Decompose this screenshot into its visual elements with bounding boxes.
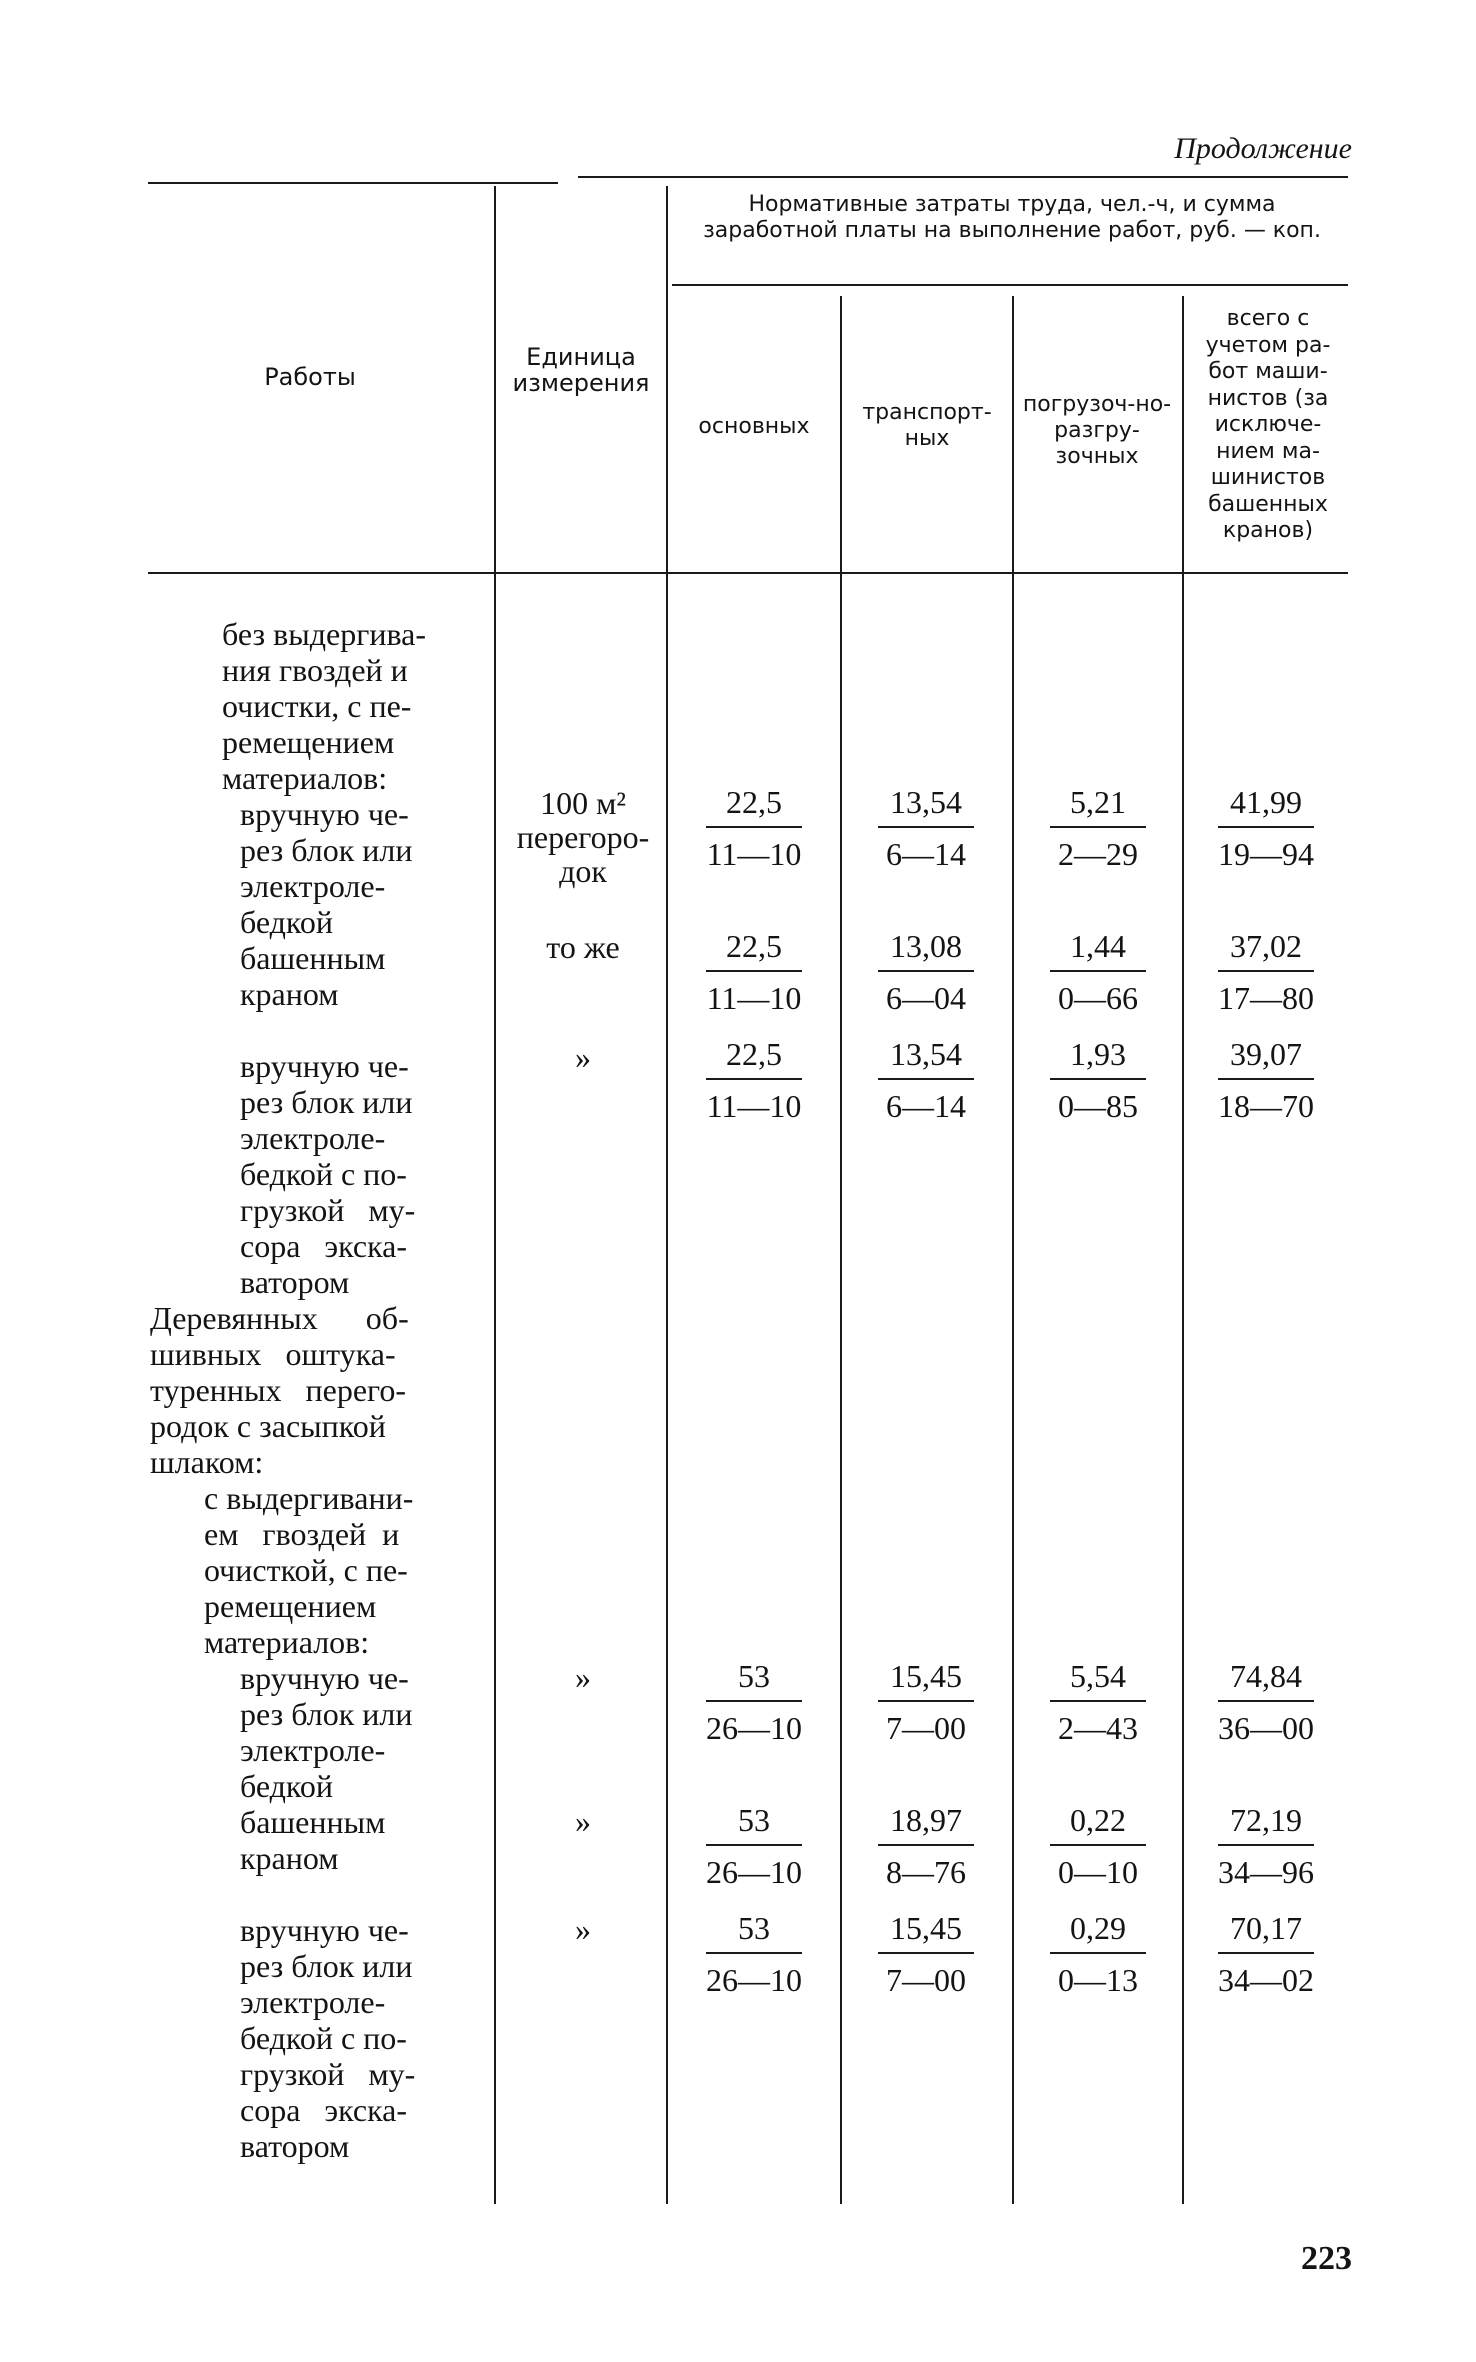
- row-1-main-hours: 22,5: [726, 784, 782, 820]
- row-1-total-pay: 19—94: [1218, 836, 1314, 872]
- row-1-total-hours: 41,99: [1230, 784, 1302, 820]
- header-works: Работы: [264, 363, 356, 391]
- work-text-block-3: вручную че- рез блок или электроле- бедкой с по- грузкой му- сора экска- ватором: [240, 1048, 416, 1300]
- row-4-main-hours: 53: [738, 1658, 770, 1694]
- row-3-loading-hours: 1,93: [1070, 1036, 1126, 1072]
- row-2-total-hours: 37,02: [1230, 928, 1302, 964]
- unit-row-6: »: [575, 1911, 591, 1947]
- header-group-rule: [672, 284, 1348, 286]
- table-top-rule-left: [148, 182, 558, 184]
- divider-loading-total: [1182, 296, 1184, 2204]
- row-4-transport-hours: 15,45: [890, 1658, 962, 1694]
- divider-unit-main: [666, 186, 668, 2204]
- unit-row-4: »: [575, 1659, 591, 1695]
- row-2-main-pay: 11—10: [706, 980, 802, 1016]
- divider-main-transport: [840, 296, 842, 2204]
- row-6-loading-pay: 0—13: [1058, 1962, 1138, 1998]
- page-number: 223: [1301, 2240, 1352, 2277]
- work-text-block-2: вручную че- рез блок или электроле- бедкой башенным краном: [240, 796, 413, 1012]
- row-5-total-hours: 72,19: [1230, 1802, 1302, 1838]
- row-5-loading-pay: 0—10: [1058, 1854, 1138, 1890]
- work-text-block-4: Деревянных об- шивных оштука- туренных перего- родок с засыпкой шлаком:: [150, 1300, 409, 1480]
- unit-row-2: то же: [546, 929, 620, 965]
- row-3-transport-pay: 6—14: [886, 1088, 966, 1124]
- row-5-main-pay: 26—10: [706, 1854, 802, 1890]
- row-6-transport: [856, 1908, 996, 2000]
- row-3-loading: [1028, 1034, 1168, 1126]
- row-5-transport: [856, 1800, 996, 1892]
- unit-row-1: 100 м² перегоро-док: [516, 785, 650, 889]
- row-1-loading-pay: 2—29: [1058, 836, 1138, 872]
- row-3-transport: [856, 1034, 996, 1126]
- row-6-transport-pay: 7—00: [886, 1962, 966, 1998]
- continuation-label: Продолжение: [1174, 132, 1352, 165]
- row-1-loading-hours: 5,21: [1070, 784, 1126, 820]
- row-5-main-hours: 53: [738, 1802, 770, 1838]
- row-3-total-hours: 39,07: [1230, 1036, 1302, 1072]
- header-unit: Единица измерения: [512, 343, 650, 397]
- work-text-block-6: вручную че- рез блок или электроле- бедкой башенным краном: [240, 1660, 413, 1876]
- row-4-transport-pay: 7—00: [886, 1710, 966, 1746]
- row-6-transport-hours: 15,45: [890, 1910, 962, 1946]
- row-6-loading: [1028, 1908, 1168, 2000]
- row-6-main: [684, 1908, 824, 2000]
- row-3-total: [1196, 1034, 1336, 1126]
- divider-works-unit: [494, 186, 496, 2204]
- row-4-loading-hours: 5,54: [1070, 1658, 1126, 1694]
- row-4-loading: [1028, 1656, 1168, 1748]
- row-6-total-pay: 34—02: [1218, 1962, 1314, 1998]
- row-4-transport: [856, 1656, 996, 1748]
- row-2-main: [684, 926, 824, 1018]
- row-5-loading: [1028, 1800, 1168, 1892]
- header-main: основных: [698, 414, 810, 439]
- row-5-loading-hours: 0,22: [1070, 1802, 1126, 1838]
- row-3-main: [684, 1034, 824, 1126]
- row-5-total-pay: 34—96: [1218, 1854, 1314, 1890]
- row-4-loading-pay: 2—43: [1058, 1710, 1138, 1746]
- row-6-total: [1196, 1908, 1336, 2000]
- row-1-total: [1196, 782, 1336, 874]
- row-5-transport-pay: 8—76: [886, 1854, 966, 1890]
- row-3-transport-hours: 13,54: [890, 1036, 962, 1072]
- row-6-total-hours: 70,17: [1230, 1910, 1302, 1946]
- row-3-total-pay: 18—70: [1218, 1088, 1314, 1124]
- row-4-main-pay: 26—10: [706, 1710, 802, 1746]
- work-text-block-7: вручную че- рез блок или электроле- бедкой с по- грузкой му- сора экска- ватором: [240, 1912, 416, 2164]
- row-2-transport-pay: 6—04: [886, 980, 966, 1016]
- row-6-main-hours: 53: [738, 1910, 770, 1946]
- row-1-transport-hours: 13,54: [890, 784, 962, 820]
- header-transport: транспорт-ных: [862, 400, 992, 451]
- row-3-main-pay: 11—10: [706, 1088, 802, 1124]
- unit-row-3: »: [575, 1039, 591, 1075]
- unit-row-5: »: [575, 1803, 591, 1839]
- row-5-transport-hours: 18,97: [890, 1802, 962, 1838]
- row-3-main-hours: 22,5: [726, 1036, 782, 1072]
- row-4-total-pay: 36—00: [1218, 1710, 1314, 1746]
- row-2-loading: [1028, 926, 1168, 1018]
- work-text-block-5: с выдергивани- ем гвоздей и очисткой, с пе- ремещением материалов:: [204, 1480, 414, 1660]
- row-2-transport-hours: 13,08: [890, 928, 962, 964]
- row-5-main: [684, 1800, 824, 1892]
- row-2-loading-pay: 0—66: [1058, 980, 1138, 1016]
- row-1-main: [684, 782, 824, 874]
- header-loading: погрузоч-но-разгру-зочных: [1022, 392, 1172, 469]
- row-2-total-pay: 17—80: [1218, 980, 1314, 1016]
- row-2-main-hours: 22,5: [726, 928, 782, 964]
- row-1-transport: [856, 782, 996, 874]
- table-top-rule-right: [578, 176, 1348, 178]
- row-4-total: [1196, 1656, 1336, 1748]
- row-6-main-pay: 26—10: [706, 1962, 802, 1998]
- header-bottom-rule: [148, 572, 1348, 574]
- row-4-main: [684, 1656, 824, 1748]
- row-2-loading-hours: 1,44: [1070, 928, 1126, 964]
- divider-transport-loading: [1012, 296, 1014, 2204]
- row-2-total: [1196, 926, 1336, 1018]
- row-1-loading: [1028, 782, 1168, 874]
- header-total: всего с учетом ра-бот маши-нистов (за исключе-нием ма-шинистов башенных кранов): [1205, 306, 1331, 543]
- row-4-total-hours: 74,84: [1230, 1658, 1302, 1694]
- row-5-total: [1196, 1800, 1336, 1892]
- row-1-main-pay: 11—10: [706, 836, 802, 872]
- row-2-transport: [856, 926, 996, 1018]
- header-group: Нормативные затраты труда, чел.-ч, и сумма заработной платы на выполнение работ, руб. — коп.: [703, 192, 1321, 243]
- work-text-block-1: без выдергива- ния гвоздей и очистки, с пе- ремещением материалов:: [222, 616, 426, 796]
- row-3-loading-pay: 0—85: [1058, 1088, 1138, 1124]
- row-6-loading-hours: 0,29: [1070, 1910, 1126, 1946]
- row-1-transport-pay: 6—14: [886, 836, 966, 872]
